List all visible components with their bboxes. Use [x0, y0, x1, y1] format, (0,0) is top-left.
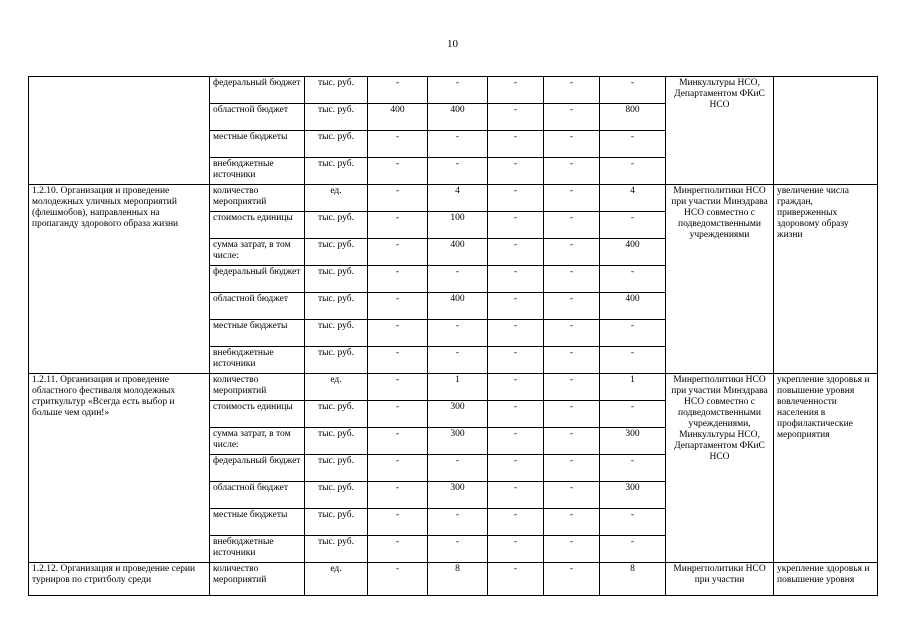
- value-cell: -: [368, 455, 428, 482]
- indicator-name-cell: областной бюджет: [210, 104, 305, 131]
- value-cell: -: [544, 347, 600, 374]
- indicator-name-cell: внебюджетные источники: [210, 536, 305, 563]
- executor-cell: Минрегполитики НСО при участии Минздрава НСО совместно с подведомственными учреждениями: [666, 185, 774, 374]
- value-cell: 400: [428, 293, 488, 320]
- value-cell: -: [368, 77, 428, 104]
- unit-cell: тыс. руб.: [305, 158, 368, 185]
- value-cell: 800: [600, 104, 666, 131]
- value-cell: -: [368, 347, 428, 374]
- value-cell: 400: [428, 104, 488, 131]
- value-cell: -: [368, 266, 428, 293]
- indicator-name-cell: местные бюджеты: [210, 131, 305, 158]
- table-row: [29, 77, 878, 104]
- value-cell: -: [428, 509, 488, 536]
- unit-cell: тыс. руб.: [305, 455, 368, 482]
- indicator-name-cell: количество мероприятий: [210, 374, 305, 401]
- value-cell: -: [428, 320, 488, 347]
- value-cell: 8: [600, 563, 666, 596]
- value-cell: -: [488, 374, 544, 401]
- unit-cell: тыс. руб.: [305, 293, 368, 320]
- value-cell: -: [488, 185, 544, 212]
- unit-cell: тыс. руб.: [305, 509, 368, 536]
- value-cell: -: [600, 455, 666, 482]
- indicator-name-cell: внебюджетные источники: [210, 347, 305, 374]
- value-cell: -: [488, 401, 544, 428]
- indicator-name-cell: сумма затрат, в том числе:: [210, 428, 305, 455]
- unit-cell: тыс. руб.: [305, 266, 368, 293]
- value-cell: -: [544, 563, 600, 596]
- value-cell: -: [544, 455, 600, 482]
- value-cell: 1: [600, 374, 666, 401]
- indicator-name-cell: количество мероприятий: [210, 563, 305, 596]
- value-cell: -: [600, 158, 666, 185]
- value-cell: -: [428, 158, 488, 185]
- value-cell: -: [544, 320, 600, 347]
- value-cell: -: [488, 212, 544, 239]
- result-cell: увеличение числа граждан, приверженных здоровому образу жизни: [774, 185, 878, 374]
- value-cell: 4: [428, 185, 488, 212]
- value-cell: 400: [600, 293, 666, 320]
- measure-cell: 1.2.11. Организация и проведение областного фестиваля молодежных стриткультур «Всегда есть выбор и больше чем один!»: [29, 374, 210, 563]
- value-cell: 1: [428, 374, 488, 401]
- value-cell: -: [428, 77, 488, 104]
- value-cell: -: [428, 455, 488, 482]
- value-cell: -: [600, 212, 666, 239]
- value-cell: -: [488, 563, 544, 596]
- value-cell: 100: [428, 212, 488, 239]
- value-cell: -: [544, 401, 600, 428]
- unit-cell: ед.: [305, 185, 368, 212]
- value-cell: -: [544, 482, 600, 509]
- indicator-name-cell: областной бюджет: [210, 293, 305, 320]
- value-cell: -: [428, 347, 488, 374]
- value-cell: -: [600, 320, 666, 347]
- indicator-name-cell: местные бюджеты: [210, 509, 305, 536]
- value-cell: -: [544, 212, 600, 239]
- value-cell: -: [428, 131, 488, 158]
- executor-cell: Минкультуры НСО, Департаментом ФКиС НСО: [666, 77, 774, 185]
- value-cell: -: [368, 158, 428, 185]
- indicator-name-cell: областной бюджет: [210, 482, 305, 509]
- value-cell: -: [368, 293, 428, 320]
- indicator-name-cell: стоимость единицы: [210, 401, 305, 428]
- measure-cell: [29, 77, 210, 185]
- unit-cell: тыс. руб.: [305, 347, 368, 374]
- value-cell: -: [544, 509, 600, 536]
- value-cell: -: [544, 158, 600, 185]
- value-cell: 400: [368, 104, 428, 131]
- value-cell: -: [428, 266, 488, 293]
- result-cell: укрепление здоровья и повышение уровня вовлеченности населения в профилактические мероприятия: [774, 374, 878, 563]
- unit-cell: тыс. руб.: [305, 482, 368, 509]
- unit-cell: тыс. руб.: [305, 77, 368, 104]
- value-cell: -: [488, 158, 544, 185]
- result-cell: [774, 77, 878, 185]
- value-cell: -: [544, 104, 600, 131]
- value-cell: -: [544, 131, 600, 158]
- table-body: [29, 77, 878, 596]
- value-cell: -: [368, 482, 428, 509]
- value-cell: -: [544, 185, 600, 212]
- unit-cell: тыс. руб.: [305, 320, 368, 347]
- value-cell: -: [600, 509, 666, 536]
- value-cell: -: [488, 239, 544, 266]
- value-cell: -: [368, 374, 428, 401]
- value-cell: -: [488, 131, 544, 158]
- value-cell: -: [600, 266, 666, 293]
- value-cell: -: [544, 374, 600, 401]
- value-cell: -: [488, 536, 544, 563]
- value-cell: -: [368, 563, 428, 596]
- unit-cell: тыс. руб.: [305, 131, 368, 158]
- value-cell: 8: [428, 563, 488, 596]
- value-cell: 400: [600, 239, 666, 266]
- table-row: [29, 374, 878, 401]
- value-cell: 300: [600, 482, 666, 509]
- value-cell: -: [368, 536, 428, 563]
- value-cell: -: [488, 509, 544, 536]
- value-cell: 400: [428, 239, 488, 266]
- measure-cell: 1.2.12. Организация и проведение серии турниров по стритболу среди: [29, 563, 210, 596]
- value-cell: -: [428, 536, 488, 563]
- unit-cell: тыс. руб.: [305, 104, 368, 131]
- value-cell: -: [488, 347, 544, 374]
- page-number: 10: [447, 38, 458, 50]
- unit-cell: тыс. руб.: [305, 239, 368, 266]
- value-cell: -: [544, 536, 600, 563]
- value-cell: -: [488, 455, 544, 482]
- value-cell: -: [600, 77, 666, 104]
- value-cell: -: [368, 131, 428, 158]
- value-cell: -: [488, 104, 544, 131]
- program-table: [28, 76, 878, 596]
- indicator-name-cell: федеральный бюджет: [210, 455, 305, 482]
- value-cell: -: [544, 266, 600, 293]
- value-cell: -: [368, 212, 428, 239]
- value-cell: -: [544, 239, 600, 266]
- indicator-name-cell: сумма затрат, в том числе:: [210, 239, 305, 266]
- value-cell: -: [600, 401, 666, 428]
- indicator-name-cell: федеральный бюджет: [210, 266, 305, 293]
- executor-cell: Минрегполитики НСО при участии: [666, 563, 774, 596]
- value-cell: -: [600, 536, 666, 563]
- value-cell: -: [488, 293, 544, 320]
- indicator-name-cell: федеральный бюджет: [210, 77, 305, 104]
- value-cell: -: [544, 77, 600, 104]
- value-cell: -: [488, 266, 544, 293]
- value-cell: -: [488, 77, 544, 104]
- unit-cell: ед.: [305, 374, 368, 401]
- unit-cell: тыс. руб.: [305, 536, 368, 563]
- value-cell: -: [368, 185, 428, 212]
- value-cell: -: [544, 428, 600, 455]
- value-cell: -: [368, 509, 428, 536]
- value-cell: -: [600, 347, 666, 374]
- table-row: [29, 185, 878, 212]
- value-cell: -: [544, 293, 600, 320]
- executor-cell: Минрегполитики НСО при участии Минздрава НСО совместно с подведомственными учреждениями, Минкультуры НСО, Департаментом ФКиС НСО: [666, 374, 774, 563]
- value-cell: -: [488, 428, 544, 455]
- value-cell: 300: [600, 428, 666, 455]
- value-cell: 300: [428, 401, 488, 428]
- indicator-name-cell: количество мероприятий: [210, 185, 305, 212]
- measure-cell: 1.2.10. Организация и проведение молодежных уличных мероприятий (флешмобов), направленных на пропаганду здорового образа жизни: [29, 185, 210, 374]
- unit-cell: тыс. руб.: [305, 212, 368, 239]
- value-cell: 4: [600, 185, 666, 212]
- value-cell: -: [488, 320, 544, 347]
- value-cell: -: [368, 401, 428, 428]
- value-cell: -: [368, 320, 428, 347]
- value-cell: -: [368, 428, 428, 455]
- table-row: [29, 563, 878, 596]
- unit-cell: тыс. руб.: [305, 428, 368, 455]
- indicator-name-cell: внебюджетные источники: [210, 158, 305, 185]
- value-cell: -: [368, 239, 428, 266]
- value-cell: -: [488, 482, 544, 509]
- indicator-name-cell: местные бюджеты: [210, 320, 305, 347]
- value-cell: -: [600, 131, 666, 158]
- value-cell: 300: [428, 482, 488, 509]
- unit-cell: тыс. руб.: [305, 401, 368, 428]
- unit-cell: ед.: [305, 563, 368, 596]
- indicator-name-cell: стоимость единицы: [210, 212, 305, 239]
- value-cell: 300: [428, 428, 488, 455]
- result-cell: укрепление здоровья и повышение уровня: [774, 563, 878, 596]
